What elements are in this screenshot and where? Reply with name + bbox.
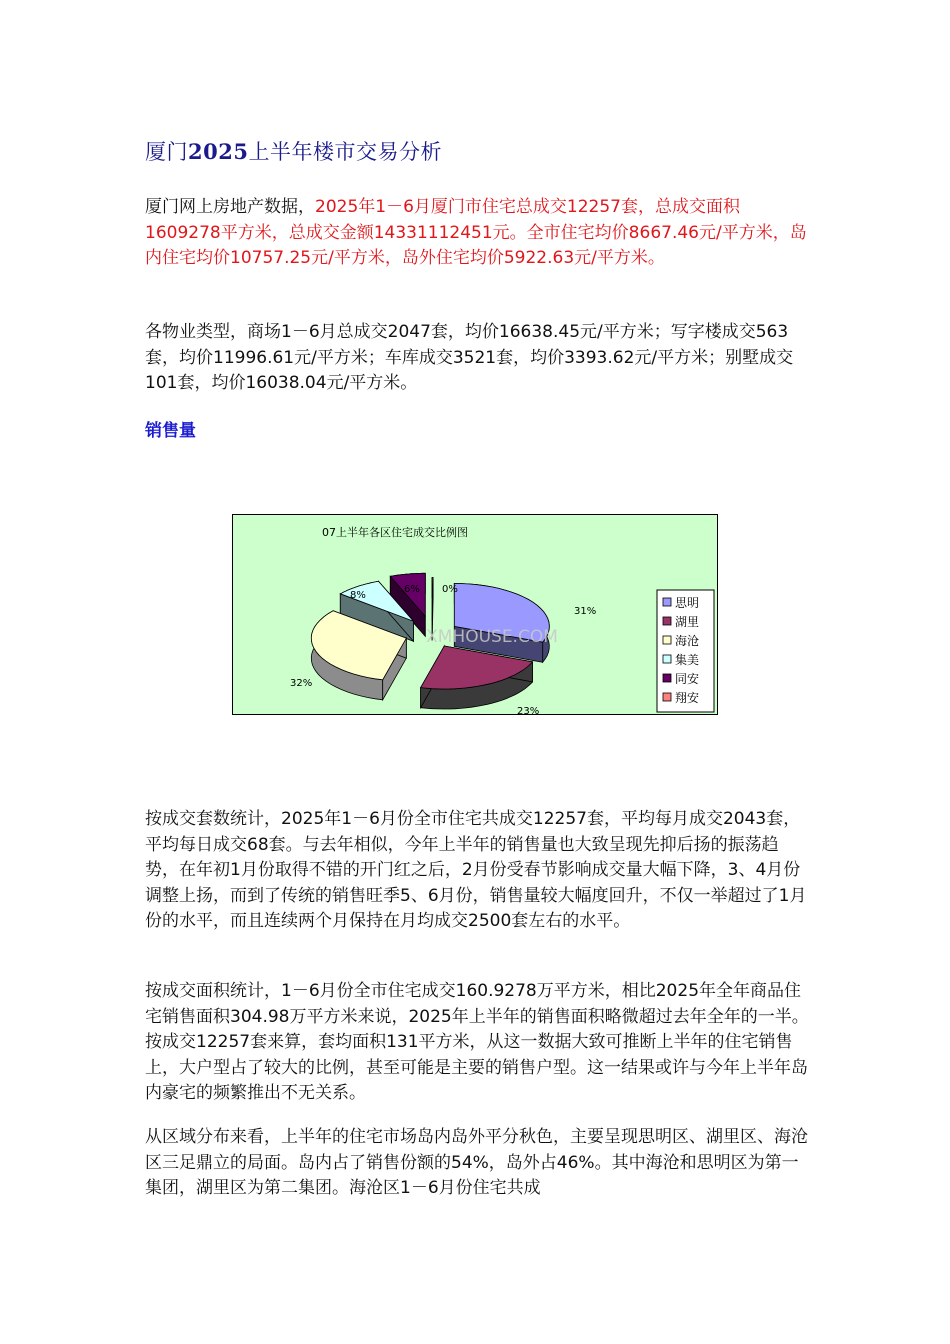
summary-lead: 厦门网上房地产数据， <box>145 197 315 217</box>
legend-swatch-4 <box>663 655 671 663</box>
title-year: 2025 <box>188 139 249 164</box>
legend-label-6: 翔安 <box>675 691 700 705</box>
pie-chart-svg <box>232 514 718 715</box>
legend-swatch-1 <box>663 598 671 606</box>
paragraph-sales-count: 按成交套数统计，2025年1－6月份全市住宅共成交12257套，平均每月成交2043套，平均每日成交68套。与去年相似，今年上半年的销售量也大致呈现先抑后扬的振荡趋势，在年初1月份取得不错的开门红之后，2月份受春节影响成交量大幅下降，3、4月份调整上扬，而到了传统的销售旺季5、6月份，销售量较大幅度回升，不仅一举超过了1月份的水平，而且连续两个月保持在月均成交2500套左右的水平。 <box>145 809 807 931</box>
paragraph-summary <box>145 195 810 272</box>
summary-highlight: 2025年1－6月厦门市住宅总成交12257套，总成交面积1609278平方米，总成交金额14331112451元。全市住宅均价8667.46元/平方米，岛内住宅均价10757.25元/平方米，岛外住宅均价5922.63元/平方米。 <box>145 197 807 268</box>
legend-label-2: 湖里 <box>675 615 700 629</box>
pie-label-2: 23% <box>517 706 540 715</box>
chart-title: 07上半年各区住宅成交比例图 <box>322 526 468 539</box>
legend-swatch-5 <box>663 674 671 682</box>
section-heading-sales: 销售量 <box>145 421 196 441</box>
pie-chart <box>232 514 718 715</box>
pie-label-5: 6% <box>404 584 420 595</box>
title-prefix: 厦门 <box>145 140 188 164</box>
paragraph-property-types: 各物业类型，商场1－6月总成交2047套，均价16638.45元/平方米；写字楼成交563套，均价11996.61元/平方米；车库成交3521套，均价3393.62元/平方米；别墅成交101套，均价16038.04元/平方米。 <box>145 322 794 393</box>
pie-label-4: 8% <box>350 590 366 601</box>
paragraph-region: 从区域分布来看，上半年的住宅市场岛内岛外平分秋色，主要呈现思明区、湖里区、海沧区三足鼎立的局面。岛内占了销售份额的54%，岛外占46%。其中海沧和思明区为第一集团，湖里区为第二集团。海沧区1－6月份住宅共成 <box>145 1127 808 1198</box>
pie-label-1: 31% <box>574 606 597 617</box>
pie-label-6: 0% <box>442 584 458 595</box>
legend-label-4: 集美 <box>675 653 700 667</box>
page-title <box>145 136 442 166</box>
legend-label-5: 同安 <box>675 672 700 686</box>
legend-swatch-6 <box>663 693 671 701</box>
legend-swatch-2 <box>663 617 671 625</box>
legend-swatch-3 <box>663 636 671 644</box>
title-suffix: 上半年楼市交易分析 <box>248 140 442 164</box>
chart-watermark: XMHOUSE.COM <box>426 627 558 647</box>
pie-label-3: 32% <box>290 678 313 689</box>
legend-label-3: 海沧 <box>675 634 700 648</box>
paragraph-sales-area: 按成交面积统计，1－6月份全市住宅成交160.9278万平方米，相比2025年全年商品住宅销售面积304.98万平方米来说，2025年上半年的销售面积略微超过去年全年的一半。按成交12257套来算，套均面积131平方米，从这一数据大致可推断上半年的住宅销售上，大户型占了较大的比例，甚至可能是主要的销售户型。这一结果或许与今年上半年岛内豪宅的频繁推出不无关系。 <box>145 981 809 1103</box>
legend-label-1: 思明 <box>675 596 700 610</box>
